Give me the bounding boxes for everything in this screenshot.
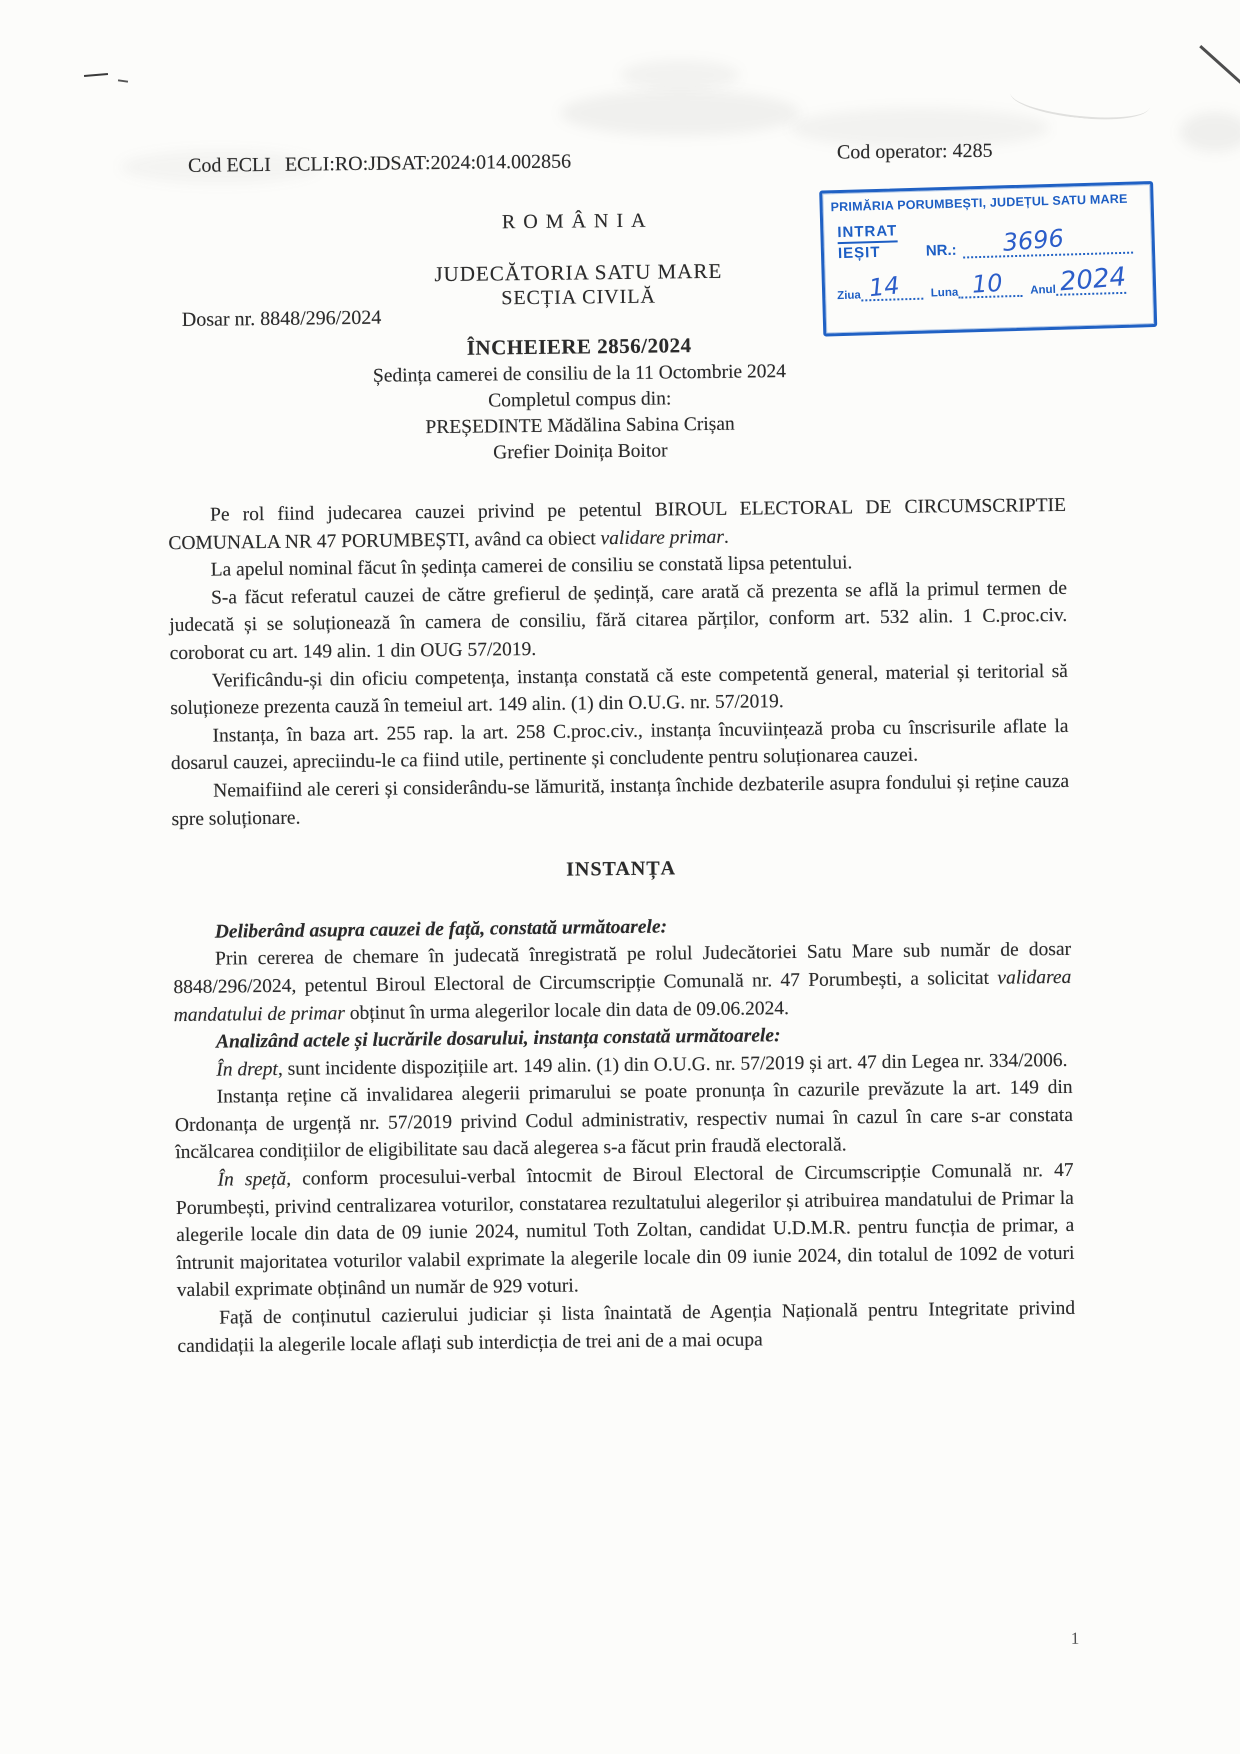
paragraph	[170, 713, 1069, 778]
paragraph-text: S-a făcut referatul cauzei de către grefierul de ședință, care arată că prezenta se află la primul termen de judecată și se soluționează în camera de consiliu, fără citarea părților, conform art. 532 alin. 1 C.proc.civ. coroborat cu art. 149 alin. 1 din OUG 57/2019.	[169, 577, 1068, 665]
court-section: SECȚIA CIVILĂ	[501, 285, 657, 310]
paragraph	[175, 1157, 1075, 1305]
paragraph-text: Deliberând asupra cauzei de față, constată următoarele:	[214, 916, 668, 943]
panel-line: Completul compus din:	[488, 388, 672, 412]
paragraph-text-italic: validare primar	[600, 526, 725, 549]
paragraph-text: Nemaifiind ale cereri și considerându-se lămurită, instanța închide dezbaterile asupra fondului și reține cauza spre soluționare.	[171, 770, 1070, 830]
president-line: PREȘEDINTE Mădălina Sabina Crișan	[425, 413, 735, 439]
stamp-year-dotted-line	[1056, 262, 1127, 298]
cod-ecli-value: ECLI:RO:JDSAT:2024:014.002856	[284, 150, 572, 176]
cod-ecli-line	[188, 151, 571, 178]
stamp-intrat-label: INTRAT	[837, 222, 897, 244]
document-body	[168, 492, 1076, 1360]
paragraph-text: conform procesului-verbal întocmit de Biroul Electoral de Circumscripție Comunală nr. 47 Porumbești, privind centralizarea voturilor, constatarea rezultatului alegerilor și atribuirea mandatului de Primar la alegerile locale din data de 09 iunie 2024, numitul Toth Zoltan, candidat U.D.M.R. pentru funcția de primar, a întrunit majoritatea voturilor valabil exprimate la alegerile locale din 09 iunie 2024, din totalul de 1092 de voturi valabil exprimate obținând un număr de 929 voturi.	[175, 1159, 1075, 1302]
stamp-month-label: Luna	[930, 286, 959, 300]
paragraph-text-italic: În speță,	[217, 1168, 292, 1191]
paragraph-text-italic: validarea mandatului de primar	[173, 966, 1072, 1026]
paragraph	[173, 936, 1072, 1029]
stamp-day-label: Ziua	[837, 289, 862, 303]
paragraph-text: Verificându-și din oficiu competența, instanța constată că este competentă general, material și teritorial să soluționeze prezenta cauză în temeiul art. 149 alin. (1) din O.U.G. nr. 57/2019.	[170, 660, 1069, 720]
paragraph-text: obținut în urma alegerilor locale din data de 09.06.2024.	[344, 997, 790, 1024]
paragraph	[177, 1295, 1076, 1360]
paragraph-text: Pe rol fiind judecarea cauzei privind pe petentul BIROUL ELECTORAL DE CIRCUMSCRIPTIE COMUNALA NR 47 PORUMBEȘTI, având ca obiect	[168, 494, 1067, 554]
cod-ecli-label: Cod ECLI	[187, 153, 271, 177]
decision-title: ÎNCHEIERE 2856/2024	[466, 333, 692, 360]
paragraph	[171, 768, 1070, 833]
instanta-heading: INSTANȚA	[566, 857, 677, 881]
paragraph	[170, 657, 1069, 722]
paragraph-text: Față de conținutul cazierului judiciar și lista înaintată de Agenția Națională pentru Integritate privind candidații la alegerile locale aflați sub interdicția de trei ani de a mai ocupa	[177, 1297, 1076, 1357]
paragraph-text: La apelul nominal făcut în ședința camerei de consiliu se constată lipsa petentului.	[210, 552, 853, 581]
stamp-nr-handwritten-value: 3696	[1001, 224, 1065, 257]
court-name: JUDECĂTORIA SATU MARE	[434, 258, 723, 287]
paragraph	[175, 1074, 1074, 1167]
stamp-nr-label: NR.:	[925, 241, 957, 260]
paragraph	[168, 492, 1067, 557]
clerk-line: Grefier Doinița Boitor	[493, 440, 668, 464]
paragraph-text: Prin cererea de chemare în judecată înregistrată pe rolul Judecătoriei Satu Mare sub număr de dosar 8848/296/2024, petentul Biroul Electoral de Circumscripție Comunală nr. 47 Porumbești, a solicitat	[173, 939, 1072, 998]
country-title: ROMÂNIA	[501, 209, 654, 234]
stamp-day-handwritten-value: 14	[867, 271, 901, 303]
paragraph-text: .	[723, 526, 729, 548]
stamp-year-handwritten-value: 2024	[1058, 262, 1127, 298]
stamp-institution: PRIMĂRIA PORUMBEȘTI, JUDEȚUL SATU MARE	[830, 191, 1128, 215]
paragraph-text: , sunt incidente dispozițiile art. 149 alin. (1) din O.U.G. nr. 57/2019 și art. 47 din Legea nr. 334/2006.	[277, 1049, 1068, 1080]
session-line: Ședința camerei de consiliu de la 11 Octombrie 2024	[372, 361, 787, 387]
stamp-year-label: Anul	[1030, 283, 1056, 297]
stamp-month-handwritten-value: 10	[971, 268, 1004, 299]
paragraph-text: Instanța, în baza art. 255 rap. la art. 258 C.proc.civ., instanța încuviințează proba cu înscrisurile aflate la dosarul cauzei, apreciindu-le ca fiind utile, pertinente și concludente pentru soluționarea cauzei.	[170, 715, 1069, 775]
paragraph	[169, 575, 1068, 668]
cod-operator-line: Cod operator: 4285	[836, 139, 993, 164]
paragraph-text: Analizând actele și lucrările dosarului, instanța constată următoarele:	[215, 1025, 781, 1053]
stamp-iesit-label: IEȘIT	[837, 243, 881, 263]
case-number-line: Dosar nr. 8848/296/2024	[181, 306, 382, 331]
page-number: 1	[1070, 1628, 1080, 1648]
paragraph-text: Instanța reține că invalidarea alegerii primarului se poate pronunța în cazurile prevăzute la art. 149 din Ordonanța de urgență nr. 57/2019 privind Codul administrativ, respectiv numai în cazul în care s-ar constata încălcarea condițiilor de eligibilitate sau dacă alegerea s-a făcut prin fraudă electorală.	[174, 1077, 1074, 1164]
paragraph-text-italic: În drept	[216, 1058, 279, 1081]
